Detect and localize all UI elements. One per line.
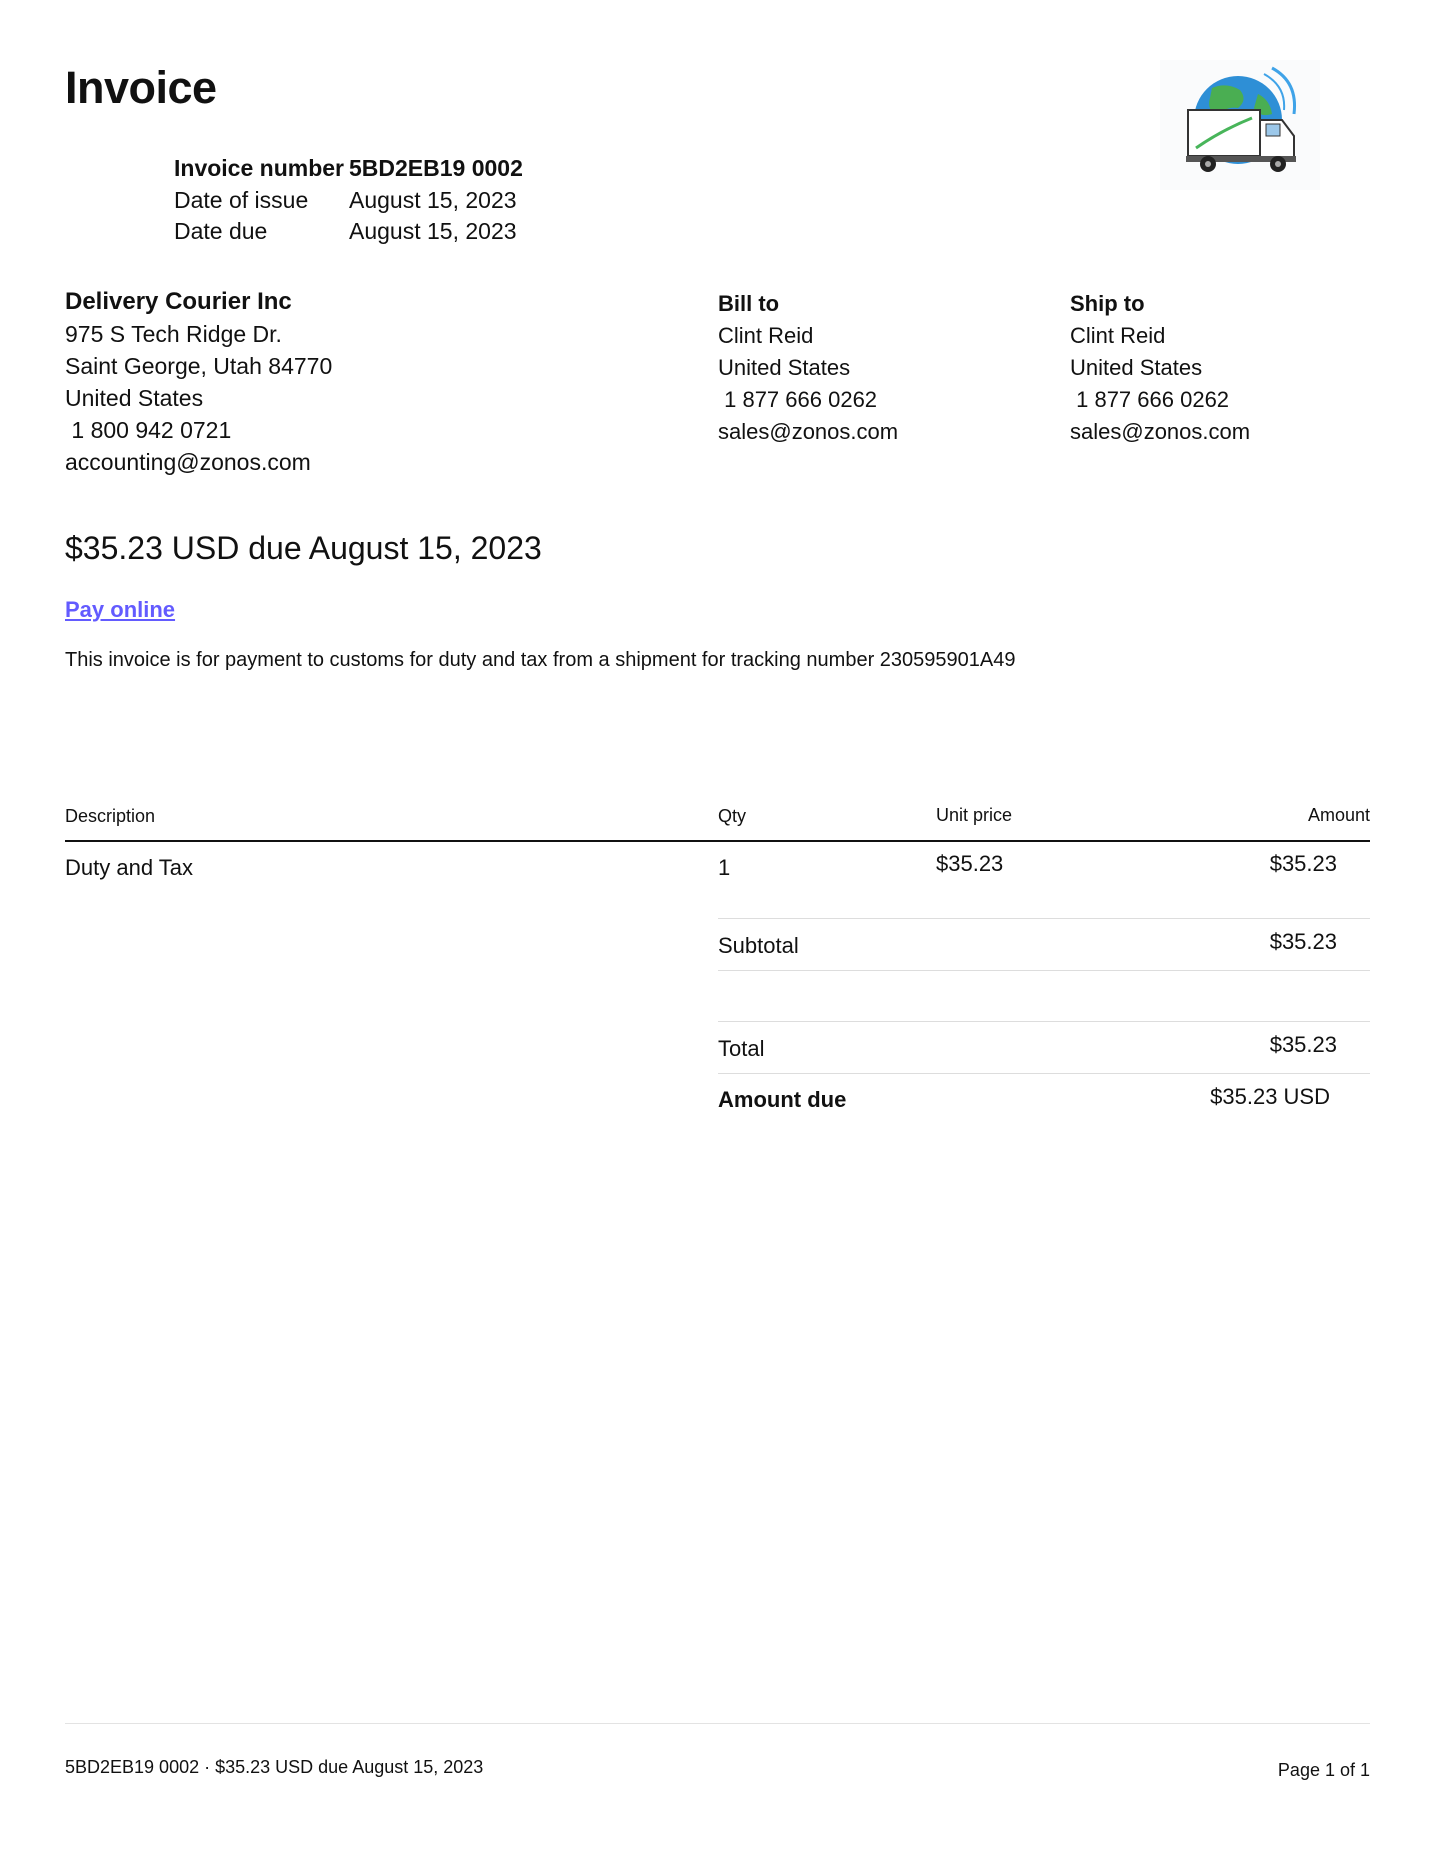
date-of-issue-row	[174, 187, 517, 214]
ship-to-email: sales@zonos.com	[1070, 419, 1251, 444]
invoice-note: This invoice is for payment to customs for duty and tax from a shipment for tracking number 230595901A49	[65, 649, 1016, 671]
row-qty: 1	[718, 855, 731, 880]
subtotal-value: $35.23	[1269, 929, 1337, 954]
bill-to-block	[718, 288, 898, 448]
subtotal-bottom-divider	[718, 970, 1370, 971]
date-of-issue-label: Date of issue	[174, 187, 309, 213]
col-header-unit-price: Unit price	[936, 805, 1013, 825]
ship-to-block	[1070, 288, 1250, 448]
subtotal-top-divider	[718, 918, 1370, 919]
footer-invoice-summary: 5BD2EB19 0002 · $35.23 USD due August 15, 2023	[65, 1757, 484, 1777]
col-header-qty: Qty	[718, 806, 747, 826]
row-unit-price: $35.23	[936, 851, 1004, 876]
sender-name: Delivery Courier Inc	[65, 288, 292, 315]
date-due-value: August 15, 2023	[349, 218, 517, 244]
sender-address	[65, 286, 332, 478]
date-due-row	[174, 218, 517, 245]
bill-to-country: United States	[718, 355, 851, 380]
row-description: Duty and Tax	[65, 855, 194, 880]
pay-online-link[interactable]: Pay online	[65, 597, 176, 622]
invoice-number-value: 5BD2EB19 0002	[349, 155, 523, 181]
total-label: Total	[718, 1036, 765, 1061]
footer-divider	[65, 1723, 1370, 1724]
bill-to-name: Clint Reid	[718, 323, 814, 348]
ship-to-country: United States	[1070, 355, 1203, 380]
sender-address-line2: Saint George, Utah 84770	[65, 353, 333, 379]
sender-address-line1: 975 S Tech Ridge Dr.	[65, 321, 282, 347]
total-bottom-divider	[718, 1073, 1370, 1074]
globe-delivery-truck-icon	[1160, 60, 1320, 190]
col-header-description: Description	[65, 806, 156, 826]
amount-due-value: $35.23 USD	[1210, 1084, 1330, 1109]
page-title: Invoice	[65, 62, 217, 113]
invoice-number-label: Invoice number	[174, 155, 344, 181]
ship-to-phone: 1 877 666 0262	[1070, 387, 1230, 412]
bill-to-phone: 1 877 666 0262	[718, 387, 878, 412]
sender-email: accounting@zonos.com	[65, 449, 311, 475]
ship-to-name: Clint Reid	[1070, 323, 1166, 348]
bill-to-email: sales@zonos.com	[718, 419, 899, 444]
amount-due-heading: $35.23 USD due August 15, 2023	[65, 530, 542, 566]
row-amount: $35.23	[1269, 851, 1337, 876]
footer-page-number: Page 1 of 1	[1277, 1760, 1370, 1780]
invoice-number-row	[174, 155, 523, 182]
sender-country: United States	[65, 385, 204, 411]
amount-due-label: Amount due	[718, 1087, 847, 1112]
table-header-divider	[65, 840, 1370, 842]
ship-to-heading: Ship to	[1070, 291, 1145, 316]
date-of-issue-value: August 15, 2023	[349, 187, 517, 213]
bill-to-heading: Bill to	[718, 291, 780, 316]
total-top-divider	[718, 1021, 1370, 1022]
col-header-amount: Amount	[1307, 805, 1370, 825]
total-value: $35.23	[1269, 1032, 1337, 1057]
sender-phone: 1 800 942 0721	[65, 417, 232, 443]
date-due-label: Date due	[174, 218, 268, 244]
subtotal-label: Subtotal	[718, 933, 799, 958]
